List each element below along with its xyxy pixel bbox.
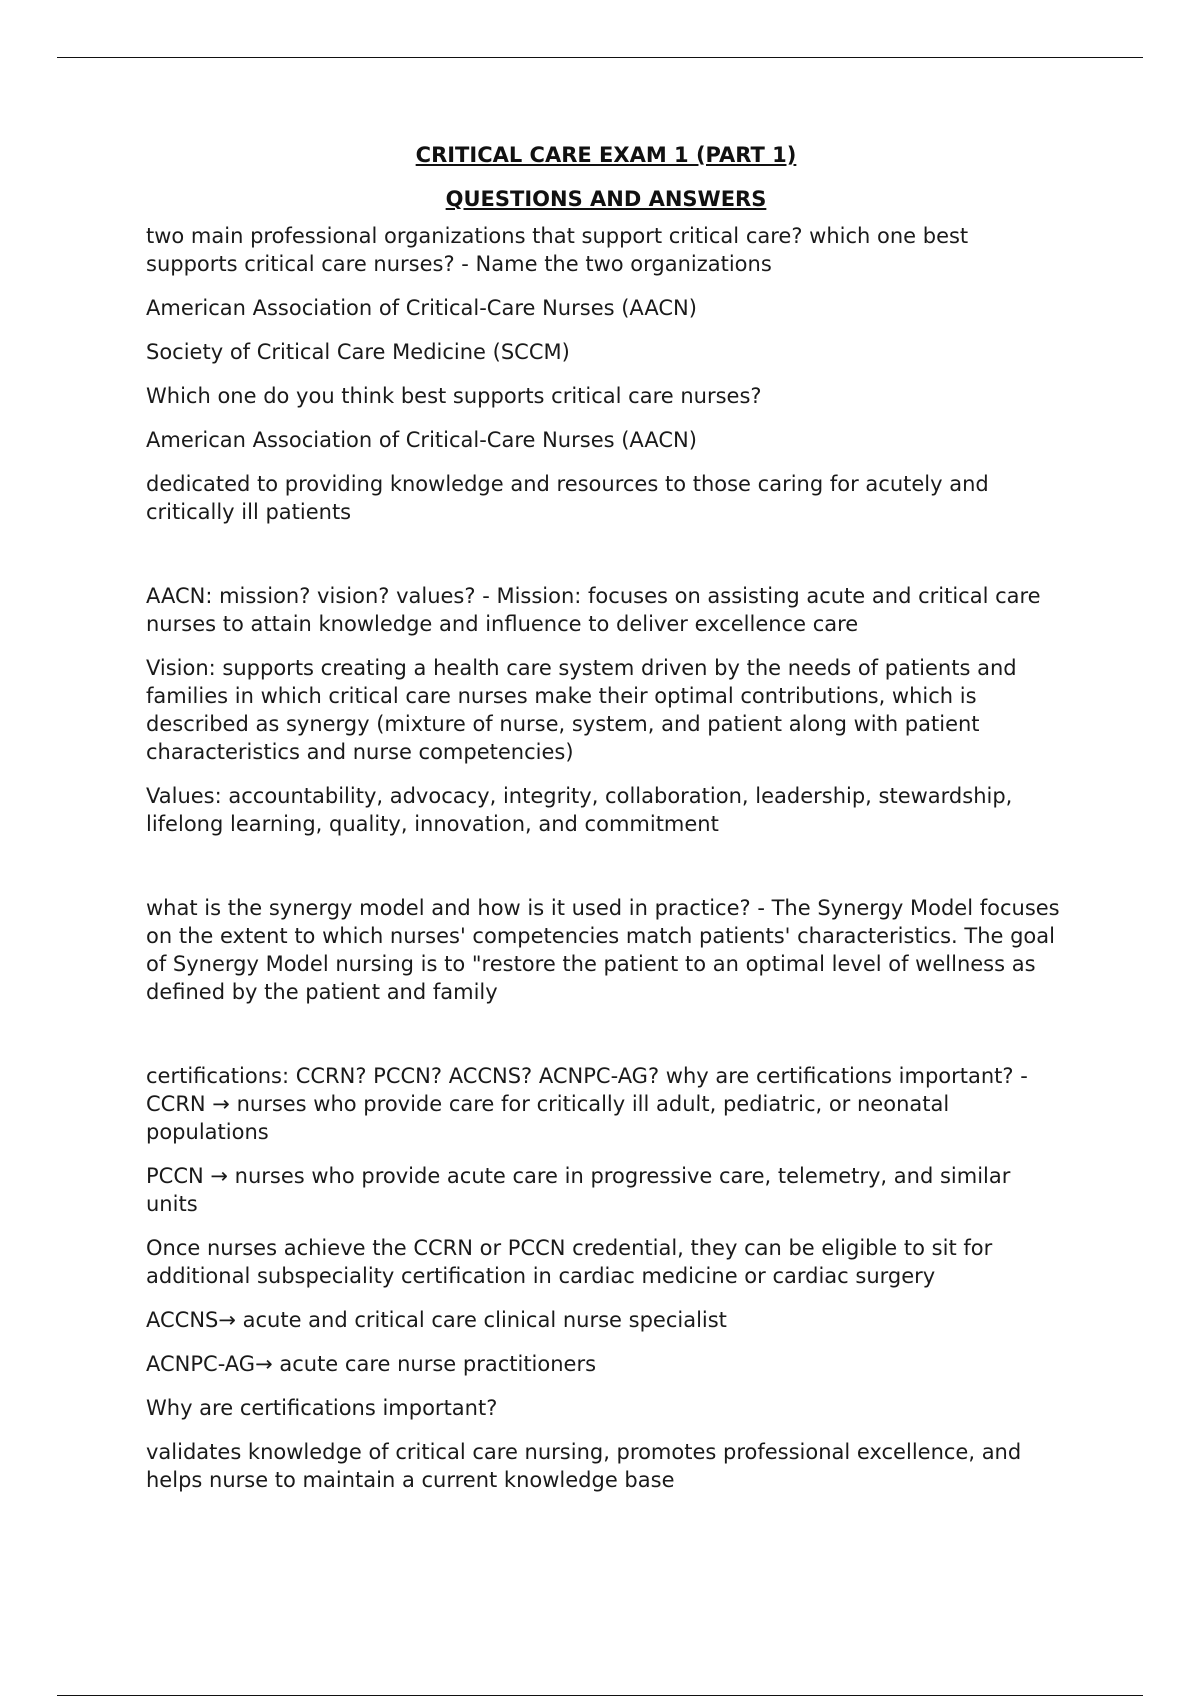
answer-paragraph: Values: accountability, advocacy, integrity, collaboration, leadership, stewardship, lifelong learning, quality, innovation, and commitment (146, 784, 1013, 836)
top-rule (57, 57, 1143, 58)
qa-section-synergy (146, 894, 1066, 1006)
document-subtitle: QUESTIONS AND ANSWERS (445, 187, 767, 211)
qa-section-organizations (146, 222, 1066, 526)
question-paragraph: AACN: mission? vision? values? - Mission: focuses on assisting acute and critical care nurses to attain knowledge and influence to deliver excellence care (146, 584, 1041, 636)
answer-paragraph: Why are certifications important? (146, 1396, 498, 1420)
answer-paragraph: Which one do you think best supports critical care nurses? (146, 384, 762, 408)
document-body (146, 140, 1066, 1510)
bottom-rule (57, 1695, 1143, 1696)
answer-paragraph: American Association of Critical-Care Nurses (AACN) (146, 296, 697, 320)
answer-paragraph: Once nurses achieve the CCRN or PCCN credential, they can be eligible to sit for additional subspeciality certification in cardiac medicine or cardiac surgery (146, 1236, 993, 1288)
answer-paragraph: ACCNS→ acute and critical care clinical nurse specialist (146, 1308, 727, 1332)
section-gap (146, 542, 1066, 582)
qa-section-aacn (146, 582, 1066, 838)
qa-section-certifications (146, 1062, 1066, 1494)
section-gap (146, 1022, 1066, 1062)
section-gap (146, 854, 1066, 894)
answer-paragraph: American Association of Critical-Care Nurses (AACN) (146, 428, 697, 452)
answer-paragraph: Society of Critical Care Medicine (SCCM) (146, 340, 570, 364)
answer-paragraph: validates knowledge of critical care nursing, promotes professional excellence, and helps nurse to maintain a current knowledge base (146, 1440, 1022, 1492)
answer-paragraph: dedicated to providing knowledge and resources to those caring for acutely and critically ill patients (146, 472, 989, 524)
question-paragraph: certifications: CCRN? PCCN? ACCNS? ACNPC-AG? why are certifications important? - CCRN → nurses who provide care for critically ill adult, pediatric, or neonatal populations (146, 1064, 1028, 1144)
document-title: CRITICAL CARE EXAM 1 (PART 1) (415, 143, 797, 167)
answer-paragraph: PCCN → nurses who provide acute care in progressive care, telemetry, and similar units (146, 1164, 1011, 1216)
answer-paragraph: ACNPC-AG→ acute care nurse practitioners (146, 1352, 597, 1376)
answer-paragraph: Vision: supports creating a health care system driven by the needs of patients and families in which critical care nurses make their optimal contributions, which is described as synergy (mixture of nurse, system, and patient along with patient characteristics and nurse competencies) (146, 656, 1017, 764)
question-paragraph: what is the synergy model and how is it used in practice? - The Synergy Model focuses on the extent to which nurses' competencies match patients' characteristics. The goal of Synergy Model nursing is to "restore the patient to an optimal level of wellness as defined by the patient and family (146, 896, 1060, 1004)
question-paragraph: two main professional organizations that support critical care? which one best supports critical care nurses? - Name the two organizations (146, 224, 969, 276)
